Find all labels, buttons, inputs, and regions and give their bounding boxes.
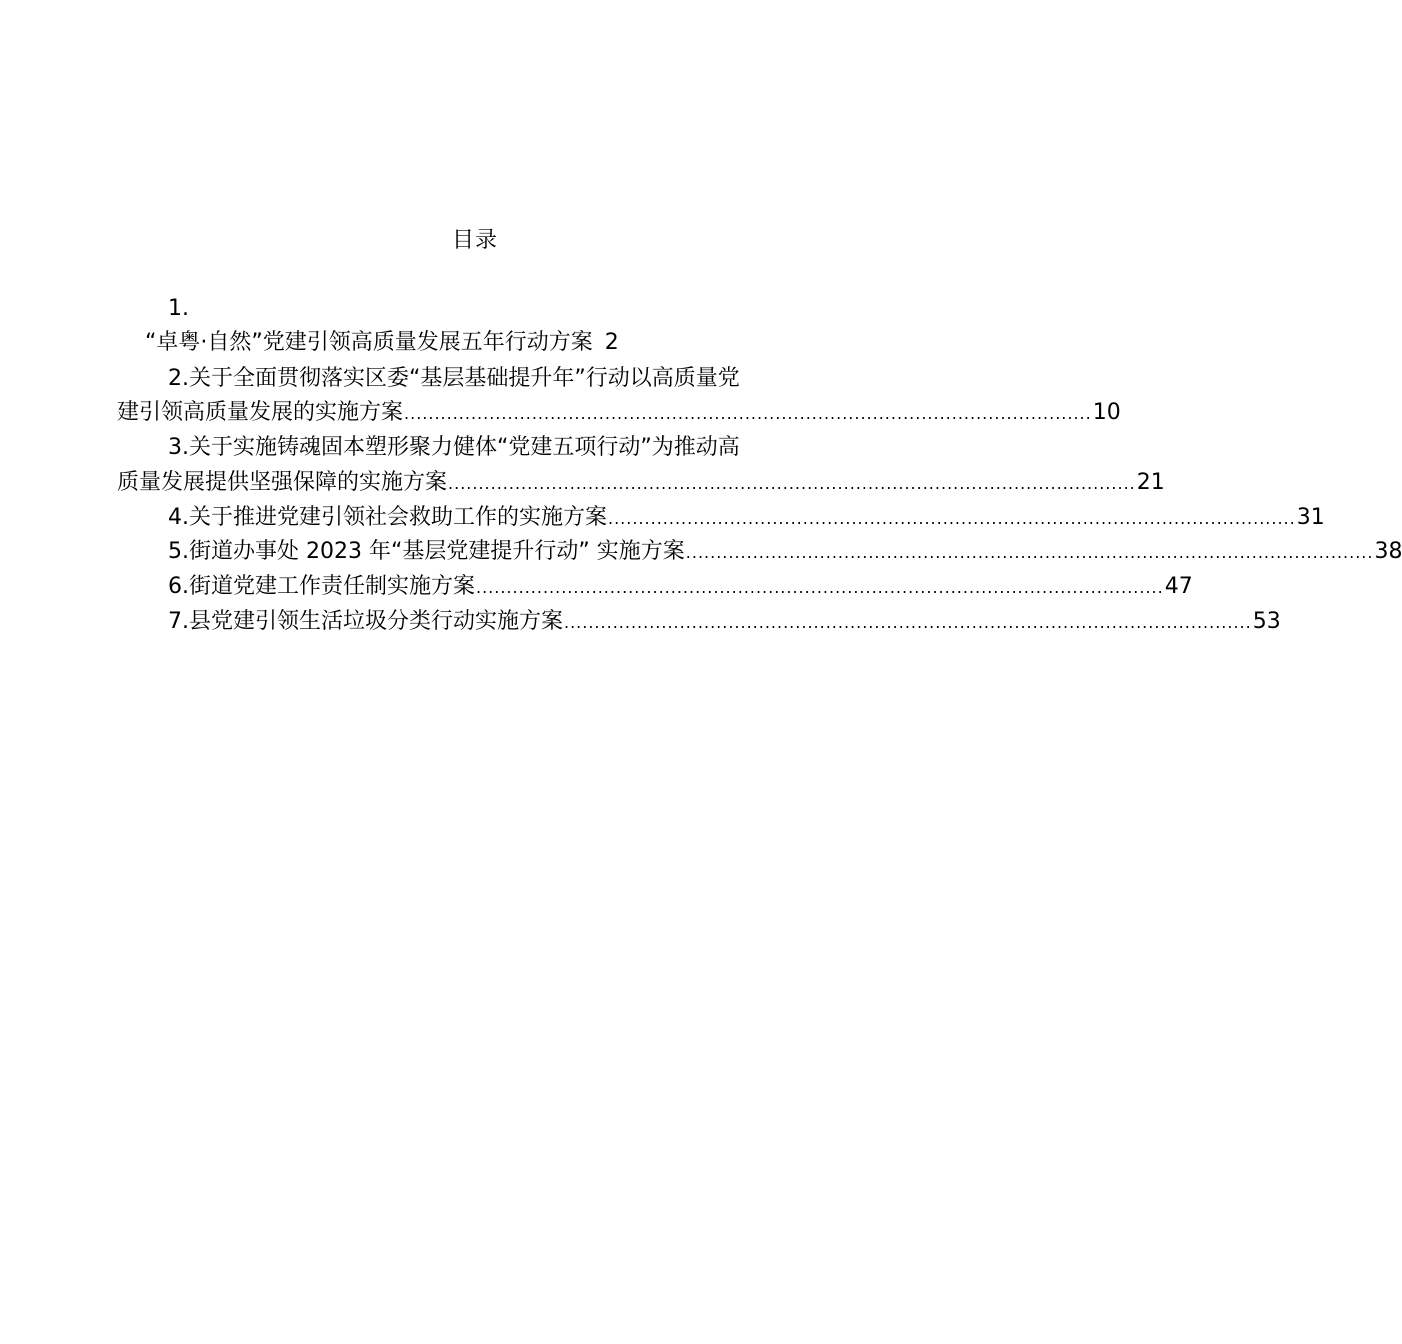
toc-entry-4[interactable] xyxy=(168,503,1325,534)
toc-entry-2-page: 10 xyxy=(1092,400,1121,425)
toc-entry-7[interactable] xyxy=(168,607,1281,638)
toc-entry-4-title: 4.关于推进党建引领社会救助工作的实施方案 xyxy=(168,505,607,530)
toc-title: 目录 xyxy=(451,228,498,253)
toc-entry-2-title: 建引领高质量发展的实施方案 xyxy=(117,400,404,425)
toc-entry-3-title: 质量发展提供坚强保障的实施方案 xyxy=(117,470,448,495)
toc-entry-7-page: 53 xyxy=(1252,609,1281,634)
toc-entry-5-title: 5.街道办事处 2023 年“基层党建提升行动” 实施方案 xyxy=(168,539,685,564)
toc-entry-1-number: 1. xyxy=(168,296,189,321)
toc-entry-5[interactable] xyxy=(168,537,1402,568)
toc-entry-6-leader-dots: ................................................................................................................. xyxy=(476,578,1164,597)
toc-entry-3[interactable] xyxy=(117,468,1165,499)
toc-entry-3-line1[interactable]: 3.关于实施铸魂固本塑形聚力健体“党建五项行动”为推动高 xyxy=(168,435,740,460)
toc-entry-2[interactable] xyxy=(117,398,1121,429)
toc-entry-4-page: 31 xyxy=(1296,505,1325,530)
toc-entry-2-leader-dots: ................................................................................................................. xyxy=(404,404,1092,423)
toc-entry-6[interactable] xyxy=(168,572,1193,603)
toc-entry-2-line1[interactable]: 2.关于全面贯彻落实区委“基层基础提升年”行动以高质量党 xyxy=(168,366,740,391)
toc-entry-7-leader-dots: ................................................................................................................. xyxy=(564,613,1252,632)
toc-entry-5-leader-dots: ................................................................................................................. xyxy=(685,543,1374,562)
toc-entry-1-title: “卓粤·自然”党建引领高质量发展五年行动方案 xyxy=(145,330,593,355)
toc-entry-6-title: 6.街道党建工作责任制实施方案 xyxy=(168,574,475,599)
toc-entry-1[interactable] xyxy=(145,328,619,358)
toc-entry-1-page: 2 xyxy=(604,330,619,355)
toc-entry-4-leader-dots: ................................................................................................................. xyxy=(608,509,1296,528)
toc-entry-3-page: 21 xyxy=(1136,470,1165,495)
toc-entry-6-page: 47 xyxy=(1164,574,1193,599)
toc-entry-3-leader-dots: ................................................................................................................. xyxy=(448,474,1136,493)
toc-entry-5-page: 38 xyxy=(1374,539,1402,564)
toc-entry-7-title: 7.县党建引领生活垃圾分类行动实施方案 xyxy=(168,609,563,634)
